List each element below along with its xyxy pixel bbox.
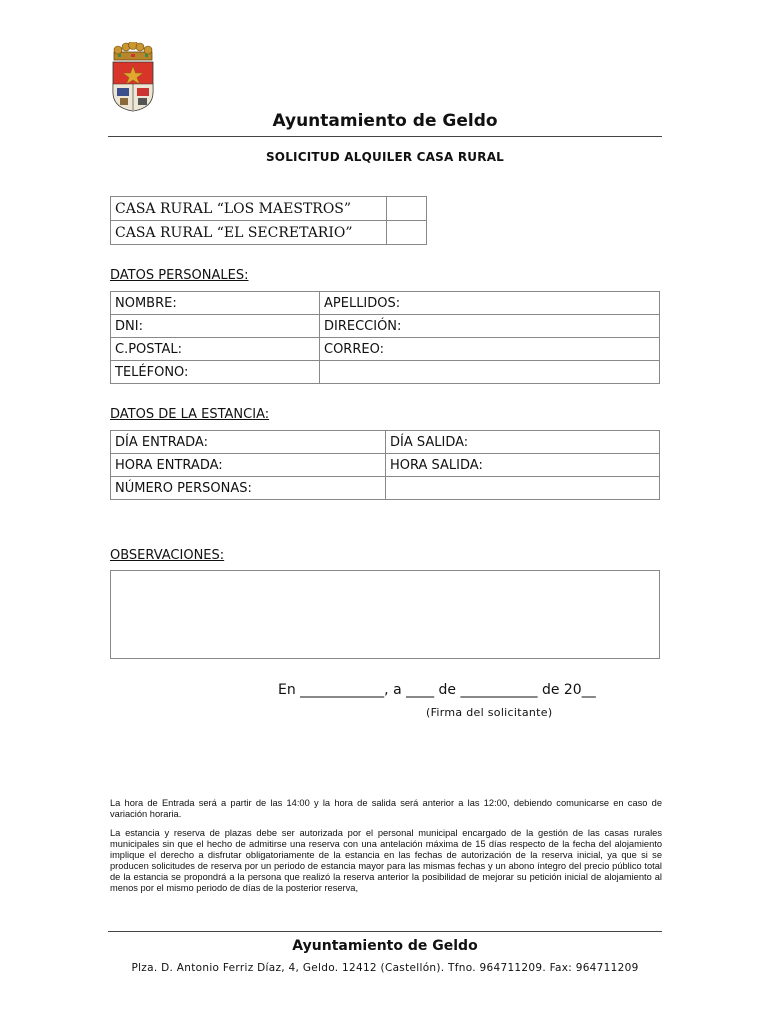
empty-cell (320, 361, 660, 384)
note-paragraph: La hora de Entrada será a partir de las 14:00 y la hora de salida será anterior a las 12:00, debiendo comunicarse en caso de variación horaria. (110, 798, 662, 819)
casa-option-checkbox[interactable] (387, 221, 427, 245)
dia-salida-field[interactable]: DÍA SALIDA: (386, 431, 660, 454)
crown-icon (114, 42, 152, 60)
apellidos-field[interactable]: APELLIDOS: (320, 292, 660, 315)
stay-data-table (110, 430, 660, 500)
casa-option-label: CASA RURAL “EL SECRETARIO” (111, 221, 387, 245)
table-row (111, 454, 660, 477)
table-row (111, 221, 427, 245)
hora-salida-field[interactable]: HORA SALIDA: (386, 454, 660, 477)
note-paragraph: La estancia y reserva de plazas debe ser autorizada por el personal municipal encargado de la gestión de las casas rurales municipales sin que el hecho de admitirse una reserva con una antelación máxima de 15 días respecto de la fecha del alojamiento implique el derecho a disfrutar obligatoriamente de la estancia en las fechas de autorización de la reserva inicial, ya que si se producen solicitudes de reserva por un periodo de estancia mayor para las mismas fechas y un abono íntegro del precio público total de la estancia se propondrá a la persona que realizó la reserva anterior la posibilidad de mejorar su petición inicial de alojamiento al menos por el mismo periodo de días de la posterior reserva, (110, 828, 662, 893)
footer-title: Ayuntamiento de Geldo (292, 938, 478, 954)
observaciones-textarea[interactable] (110, 570, 660, 659)
section-heading-observaciones: OBSERVACIONES: (110, 548, 225, 563)
coat-of-arms-logo (108, 42, 158, 112)
casa-option-label: CASA RURAL “LOS MAESTROS” (111, 197, 387, 221)
table-row (111, 361, 660, 384)
correo-field[interactable]: CORREO: (320, 338, 660, 361)
divider (108, 931, 662, 932)
table-row (111, 197, 427, 221)
casa-selection-table (110, 196, 427, 245)
casa-option-checkbox[interactable] (387, 197, 427, 221)
nombre-field[interactable]: NOMBRE: (111, 292, 320, 315)
table-row (111, 431, 660, 454)
direccion-field[interactable]: DIRECCIÓN: (320, 315, 660, 338)
hora-entrada-field[interactable]: HORA ENTRADA: (111, 454, 386, 477)
codigo-postal-field[interactable]: C.POSTAL: (111, 338, 320, 361)
dia-entrada-field[interactable]: DÍA ENTRADA: (111, 431, 386, 454)
telefono-field[interactable]: TELÉFONO: (111, 361, 320, 384)
signature-caption: (Firma del solicitante) (426, 706, 553, 719)
table-row (111, 315, 660, 338)
place-date-line: En ____________, a ____ de ___________ de 20__ (278, 682, 596, 698)
dni-field[interactable]: DNI: (111, 315, 320, 338)
footer-address: Plza. D. Antonio Ferriz Díaz, 4, Geldo. 12412 (Castellón). Tfno. 964711209. Fax: 964711209 (131, 962, 639, 974)
page-title: Ayuntamiento de Geldo (272, 111, 498, 131)
document-title: SOLICITUD ALQUILER CASA RURAL (265, 150, 505, 164)
table-row (111, 292, 660, 315)
personal-data-table (110, 291, 660, 384)
numero-personas-field[interactable]: NÚMERO PERSONAS: (111, 477, 386, 500)
table-row (111, 477, 660, 500)
empty-cell (386, 477, 660, 500)
section-heading-personal: DATOS PERSONALES: (110, 268, 249, 283)
divider (108, 136, 662, 137)
section-heading-estancia: DATOS DE LA ESTANCIA: (110, 407, 270, 422)
table-row (111, 338, 660, 361)
